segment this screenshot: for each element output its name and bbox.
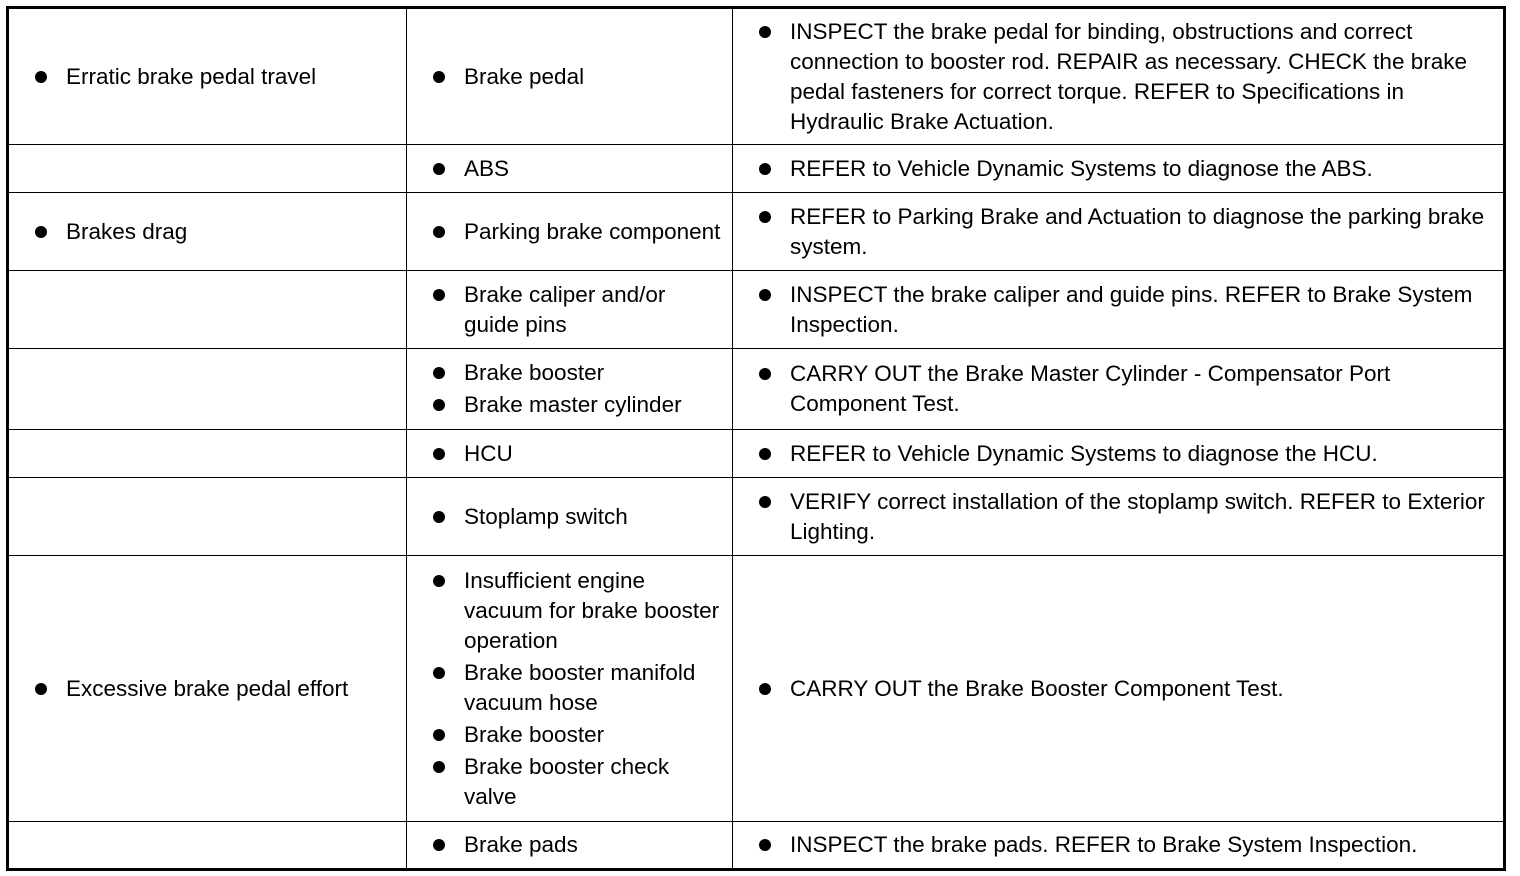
source-cell [407,145,733,193]
condition-cell [8,193,407,271]
action-cell [733,8,1505,145]
action-text: REFER to Vehicle Dynamic Systems to diagnose the ABS. [790,155,1373,181]
source-text: Brake booster [464,360,605,385]
source-cell [407,193,733,271]
list-item [733,202,1503,262]
condition-text: Erratic brake pedal travel [66,63,317,89]
source-cell [407,8,733,145]
action-cell [733,822,1505,870]
source-text: HCU [464,440,513,466]
list-item [733,487,1503,547]
list-item [9,217,406,247]
list-item [733,359,1503,419]
list-item [407,439,732,469]
action-text: VERIFY correct installation of the stoplamp switch. REFER to Exterior Lighting. [790,488,1485,544]
bullet-icon [759,683,771,695]
action-cell [733,145,1505,193]
action-cell [733,193,1505,271]
table-row [8,271,1505,349]
list-item [407,280,732,340]
bullet-icon [35,683,47,695]
source-text: Brake booster check valve [464,753,670,809]
action-cell [733,271,1505,349]
list-item [407,62,732,92]
action-cell [733,478,1505,556]
list-item [407,502,732,532]
list-item [407,217,732,247]
table-row [8,478,1505,556]
action-text: INSPECT the brake pads. REFER to Brake System Inspection. [790,832,1418,857]
bullet-icon [433,511,445,523]
source-cell [407,822,733,870]
action-cell [733,556,1505,822]
source-cell [407,349,733,430]
condition-cell [8,478,407,556]
condition-cell [8,271,407,349]
bullet-icon [433,729,445,741]
action-text: REFER to Vehicle Dynamic Systems to diagnose the HCU. [790,440,1378,466]
bullet-icon [433,289,445,301]
source-text: ABS [464,155,510,181]
source-cell [407,478,733,556]
list-item [407,658,732,718]
table-row [8,349,1505,430]
source-text: Insufficient engine vacuum for brake booster operation [464,567,720,653]
list-item [733,154,1503,184]
source-cell [407,271,733,349]
source-text: Brake booster manifold vacuum hose [464,659,696,715]
bullet-icon [759,448,771,460]
source-cell [407,430,733,478]
list-item [733,280,1503,340]
condition-cell [8,8,407,145]
bullet-icon [35,226,47,238]
bullet-icon [433,226,445,238]
bullet-icon [759,368,771,380]
table-row [8,430,1505,478]
bullet-icon [433,71,445,83]
source-text: Brake booster [464,721,605,747]
source-text: Parking brake component [464,218,721,244]
list-item [9,674,406,704]
condition-text: Brakes drag [66,218,188,244]
action-text: CARRY OUT the Brake Booster Component Test. [790,675,1284,701]
table-row [8,822,1505,870]
bullet-icon [433,575,445,587]
action-text: CARRY OUT the Brake Master Cylinder - Compensator Port Component Test. [790,361,1391,416]
source-text: Brake pads [464,832,578,857]
action-text: INSPECT the brake pedal for binding, obstructions and correct connection to booster rod. REPAIR as necessary. CHECK the brake pedal fasteners for correct torque. REFER to Specifications in Hydraulic Brake Actuation. [790,18,1467,134]
condition-text: Excessive brake pedal effort [66,675,349,701]
list-item [733,830,1503,860]
list-item [733,17,1503,137]
source-text: Brake caliper and/or guide pins [464,281,666,337]
table-row [8,145,1505,193]
bullet-icon [759,163,771,175]
bullet-icon [759,839,771,851]
list-item [733,674,1503,704]
list-item [407,720,732,750]
condition-cell [8,145,407,193]
bullet-icon [433,667,445,679]
list-item [733,439,1503,469]
bullet-icon [433,163,445,175]
list-item [9,62,406,92]
list-item [407,830,732,860]
action-text: REFER to Parking Brake and Actuation to diagnose the parking brake system. [790,203,1485,259]
bullet-icon [759,26,771,38]
table-row [8,556,1505,822]
bullet-icon [759,496,771,508]
condition-cell [8,822,407,870]
source-text: Brake master cylinder [464,392,682,417]
condition-cell [8,430,407,478]
table-row [8,8,1505,145]
list-item [407,154,732,184]
bullet-icon [433,839,445,851]
bullet-icon [35,71,47,83]
bullet-icon [433,761,445,773]
bullet-icon [433,367,445,379]
condition-cell [8,349,407,430]
condition-cell [8,556,407,822]
diagnosis-table [6,6,1506,871]
list-item [407,752,732,812]
bullet-icon [759,289,771,301]
source-text: Brake pedal [464,63,585,89]
list-item [407,358,732,388]
action-cell [733,430,1505,478]
action-text: INSPECT the brake caliper and guide pins. REFER to Brake System Inspection. [790,281,1473,337]
list-item [407,566,732,656]
source-text: Stoplamp switch [464,503,628,529]
action-cell [733,349,1505,430]
source-cell [407,556,733,822]
bullet-icon [759,211,771,223]
bullet-icon [433,399,445,411]
list-item [407,390,732,420]
bullet-icon [433,448,445,460]
table-row [8,193,1505,271]
